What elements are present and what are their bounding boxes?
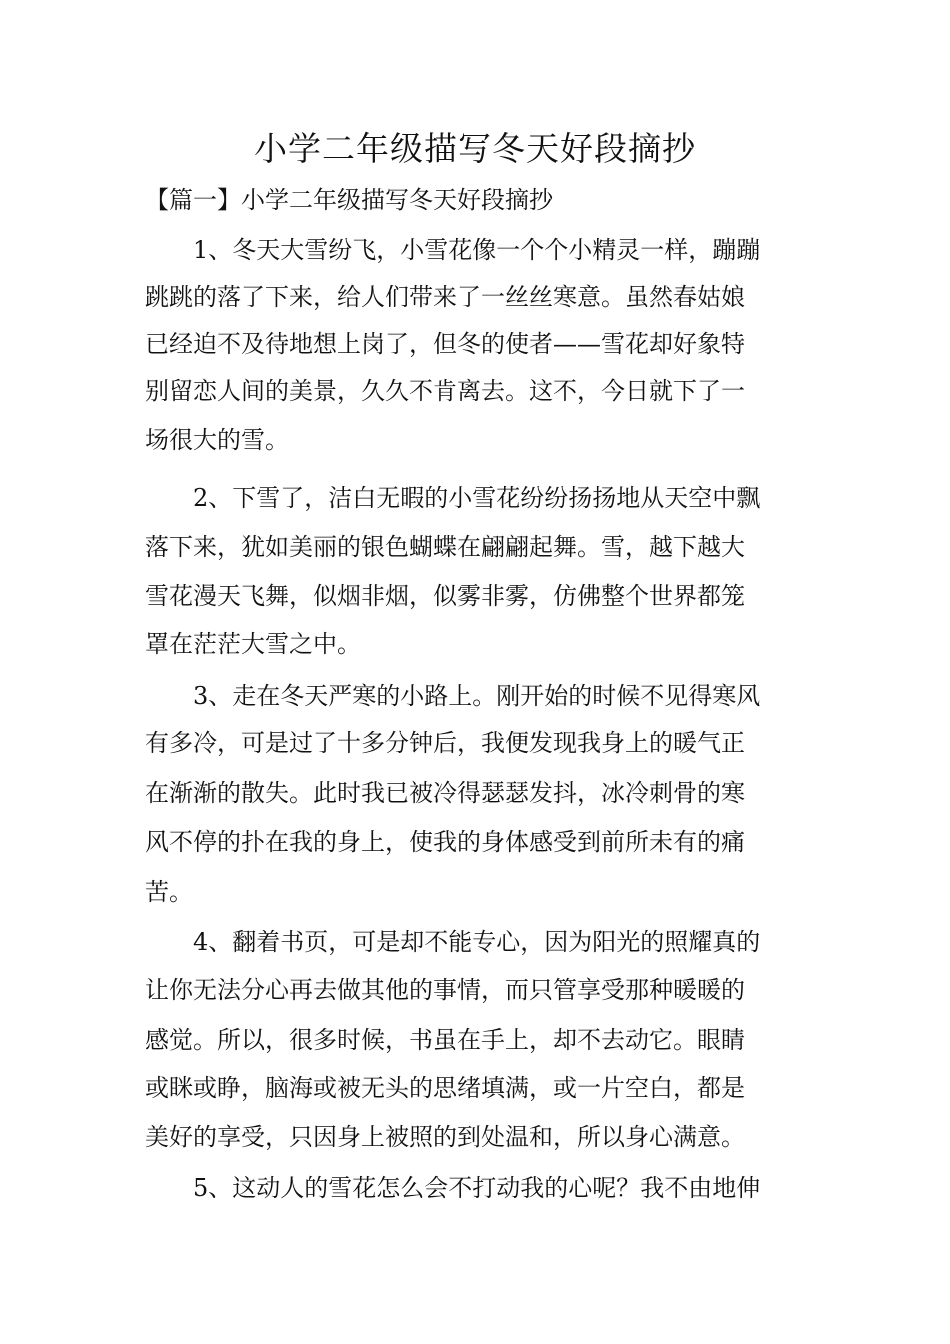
paragraph-line: 感觉。所以，很多时候，书虽在手上，却不去动它。眼睛 [145,1026,745,1054]
paragraph-line: 让你无法分心再去做其他的事情，而只管享受那种暖暖的 [145,976,745,1004]
paragraph-line: 有多冷，可是过了十多分钟后，我便发现我身上的暖气正 [145,729,745,757]
document-title: 小学二年级描写冬天好段摘抄 [254,129,696,168]
paragraph-line: 雪花漫天飞舞，似烟非烟，似雾非雾，仿佛整个世界都笼 [145,582,745,610]
paragraph-line: 3、走在冬天严寒的小路上。刚开始的时候不见得寒风 [193,682,761,710]
paragraph-line: 罩在茫茫大雪之中。 [145,630,361,658]
paragraph-line: 在渐渐的散失。此时我已被冷得瑟瑟发抖，冰冷刺骨的寒 [145,779,745,807]
paragraph-line: 5、这动人的雪花怎么会不打动我的心呢？我不由地伸 [193,1174,761,1202]
paragraph-line: 2、下雪了，洁白无暇的小雪花纷纷扬扬地从天空中飘 [193,484,761,512]
paragraph-line: 1、冬天大雪纷飞，小雪花像一个个小精灵一样，蹦蹦 [193,236,761,264]
paragraph-line: 别留恋人间的美景，久久不肯离去。这不，今日就下了一 [145,377,745,405]
paragraph-line: 风不停的扑在我的身上，使我的身体感受到前所未有的痛 [145,828,745,856]
paragraph-line: 跳跳的落了下来，给人们带来了一丝丝寒意。虽然春姑娘 [145,283,745,311]
paragraph-line: 美好的享受，只因身上被照的到处温和，所以身心满意。 [145,1123,745,1151]
paragraph-line: 苦。 [145,878,193,906]
paragraph-line: 落下来，犹如美丽的银色蝴蝶在翩翩起舞。雪，越下越大 [145,533,745,561]
section-heading: 【篇一】小学二年级描写冬天好段摘抄 [145,186,553,214]
paragraph-line: 场很大的雪。 [145,426,289,454]
paragraph-line: 已经迫不及待地想上岗了，但冬的使者——雪花却好象特 [145,330,745,358]
paragraph-line: 或眯或睁，脑海或被无头的思绪填满，或一片空白，都是 [145,1074,745,1102]
paragraph-line: 4、翻着书页，可是却不能专心，因为阳光的照耀真的 [193,928,761,956]
